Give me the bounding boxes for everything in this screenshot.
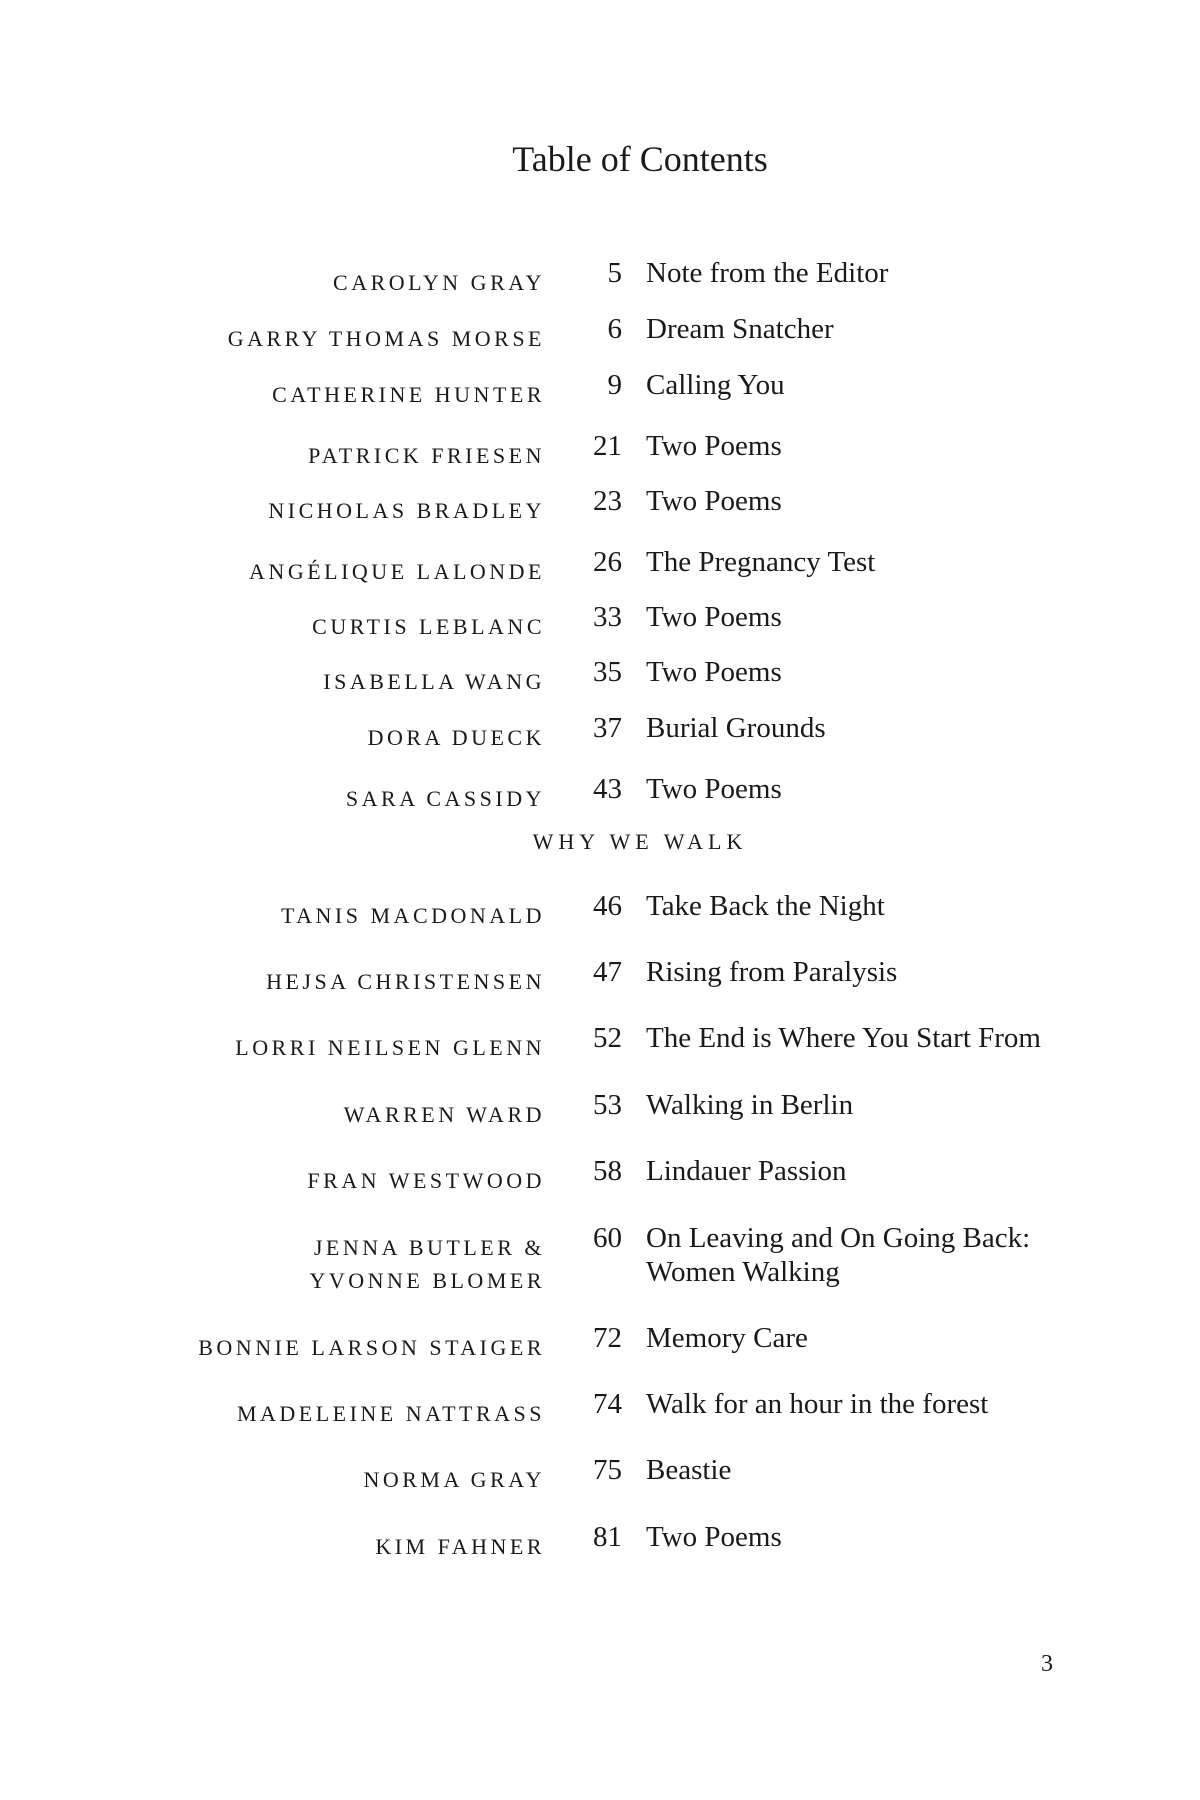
entry-author: MADELEINE NATTRASS xyxy=(236,1401,545,1426)
entry-author: NICHOLAS BRADLEY xyxy=(268,498,545,523)
toc-entry xyxy=(0,955,1200,995)
entry-page-number: 35 xyxy=(593,656,622,688)
entry-author: WARREN WARD xyxy=(343,1102,545,1127)
entry-author: ISABELLA WANG xyxy=(323,669,545,694)
entry-title: Dream Snatcher xyxy=(646,313,834,345)
entry-page-number: 6 xyxy=(607,313,622,345)
entry-title-line: Women Walking xyxy=(646,1256,840,1288)
entry-title: The End is Where You Start From xyxy=(646,1022,1041,1054)
toc-entry xyxy=(0,1321,1200,1361)
entry-title: Take Back the Night xyxy=(646,890,885,922)
entry-author: CURTIS LEBLANC xyxy=(312,614,545,639)
toc-entry xyxy=(0,429,1200,469)
page-number: 3 xyxy=(1041,1651,1053,1677)
entry-title: Two Poems xyxy=(646,773,782,805)
entry-author-line: YVONNE BLOMER xyxy=(309,1268,545,1293)
entry-title: Two Poems xyxy=(646,430,782,462)
toc-entry xyxy=(0,655,1200,695)
toc-entry xyxy=(0,711,1200,751)
entry-page-number: 5 xyxy=(607,257,622,289)
entry-page-number: 52 xyxy=(593,1022,622,1054)
toc-entry xyxy=(0,1221,1200,1293)
entry-title: Rising from Paralysis xyxy=(646,956,898,988)
entry-page-number: 74 xyxy=(593,1388,622,1420)
entry-page-number: 75 xyxy=(593,1454,622,1486)
entry-title: Two Poems xyxy=(646,601,782,633)
toc-entry xyxy=(0,545,1200,585)
entry-author: BONNIE LARSON STAIGER xyxy=(198,1335,545,1360)
entry-page-number: 58 xyxy=(593,1155,622,1187)
toc-entry xyxy=(0,368,1200,408)
toc-entry xyxy=(0,256,1200,296)
entry-title: Walk for an hour in the forest xyxy=(646,1388,989,1420)
entry-title: Two Poems xyxy=(646,485,782,517)
toc-entry xyxy=(0,1021,1200,1061)
entry-page-number: 9 xyxy=(607,369,622,401)
toc-entry xyxy=(0,1154,1200,1194)
toc-entry xyxy=(0,600,1200,640)
entry-author: FRAN WESTWOOD xyxy=(307,1168,545,1193)
entry-author: ANGÉLIQUE LALONDE xyxy=(249,559,545,584)
entry-title: Note from the Editor xyxy=(646,257,889,289)
entry-title: Lindauer Passion xyxy=(646,1155,847,1187)
entry-page-number: 33 xyxy=(593,601,622,633)
entry-page-number: 53 xyxy=(593,1089,622,1121)
entry-title xyxy=(646,1221,1030,1289)
entry-author: CATHERINE HUNTER xyxy=(272,382,545,407)
entry-page-number: 26 xyxy=(593,546,622,578)
entry-author: LORRI NEILSEN GLENN xyxy=(235,1035,545,1060)
entry-author: DORA DUECK xyxy=(367,725,545,750)
entry-page-number: 81 xyxy=(593,1521,622,1553)
toc-entry xyxy=(0,1520,1200,1560)
entry-author: CAROLYN GRAY xyxy=(333,270,545,295)
entry-author: KIM FAHNER xyxy=(375,1534,545,1559)
toc-entry xyxy=(0,1453,1200,1493)
entry-author: HEJSA CHRISTENSEN xyxy=(266,969,545,994)
toc-entry xyxy=(0,484,1200,524)
entry-title-line: On Leaving and On Going Back: xyxy=(646,1222,1031,1254)
entry-author: GARRY THOMAS MORSE xyxy=(227,326,545,351)
entry-page-number: 37 xyxy=(593,712,622,744)
entry-page-number: 72 xyxy=(593,1322,622,1354)
toc-entry xyxy=(0,1088,1200,1128)
entry-author: PATRICK FRIESEN xyxy=(308,443,545,468)
entry-author: SARA CASSIDY xyxy=(345,786,545,811)
toc-entry xyxy=(0,889,1200,929)
toc-entry xyxy=(0,772,1200,812)
entry-author: TANIS MACDONALD xyxy=(280,903,545,928)
entry-title: Beastie xyxy=(646,1454,732,1486)
entry-page-number: 23 xyxy=(593,485,622,517)
entry-author xyxy=(309,1231,545,1297)
entry-page-number: 43 xyxy=(593,773,622,805)
toc-entry xyxy=(0,312,1200,352)
entry-page-number: 47 xyxy=(593,956,622,988)
toc-entry xyxy=(0,1387,1200,1427)
entry-title: The Pregnancy Test xyxy=(646,546,876,578)
entry-page-number: 21 xyxy=(593,430,622,462)
entry-author: NORMA GRAY xyxy=(363,1467,545,1492)
entry-title: Memory Care xyxy=(646,1322,808,1354)
entry-title: Burial Grounds xyxy=(646,712,826,744)
entry-title: Walking in Berlin xyxy=(646,1089,854,1121)
entry-title: Two Poems xyxy=(646,1521,782,1553)
entry-author-line: JENNA BUTLER & xyxy=(313,1235,545,1260)
entry-page-number: 60 xyxy=(593,1222,622,1254)
entry-title: Two Poems xyxy=(646,656,782,688)
page-title: Table of Contents xyxy=(512,139,768,179)
entry-title: Calling You xyxy=(646,369,785,401)
entry-page-number: 46 xyxy=(593,890,622,922)
section-heading: WHY WE WALK xyxy=(532,829,748,854)
